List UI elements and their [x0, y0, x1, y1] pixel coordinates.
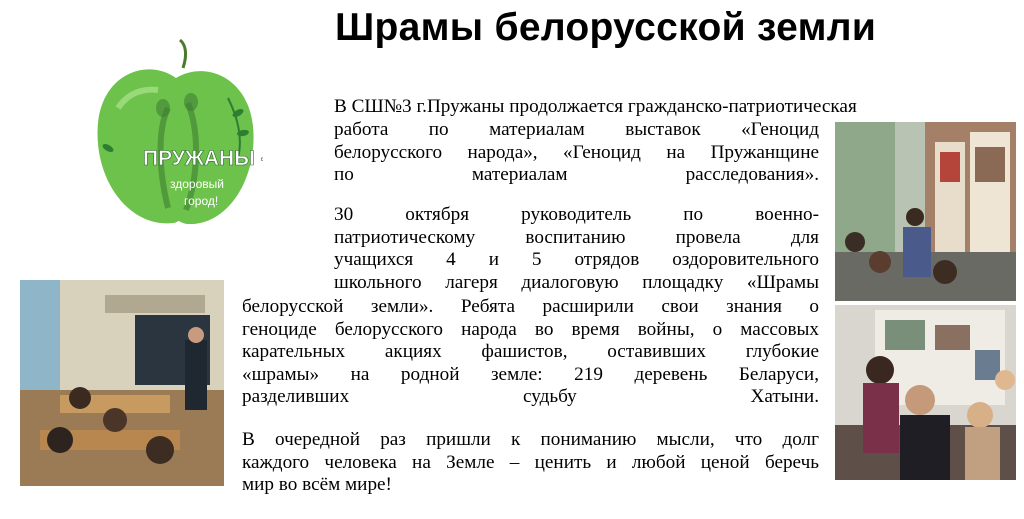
text-line: белорусской земли». Ребята расширили свои знания о: [242, 296, 819, 317]
text-line: патриотическому воспитанию провела для: [334, 226, 819, 248]
text-line: карательных акциях фашистов, оставивших глубокие: [242, 341, 819, 362]
page-title: Шрамы белорусской земли: [335, 6, 877, 49]
logo-text-city: ПРУЖАНЫ -: [143, 147, 263, 170]
text-line: геноциде белорусского народа во время войны, о массовых: [242, 318, 819, 340]
paragraph-1: [334, 119, 819, 187]
text-line: каждого человека на Земле – ценить и любой ценой беречь: [242, 451, 819, 473]
text-line: 30 октября руководитель по военно-: [334, 204, 819, 225]
text-line: учащихся 4 и 5 отрядов оздоровительного: [334, 249, 819, 270]
text-line: В очередной раз пришли к пониманию мысли, что долг: [242, 429, 819, 450]
corridor-exhibition-photo: [835, 122, 1016, 301]
text-line: белорусского народа», «Геноцид на Пружанщине: [334, 141, 819, 163]
text-line: работа по материалам выставок «Геноцид: [334, 119, 819, 140]
paragraph-2-continued: [242, 296, 819, 409]
text-line: школьного лагеря диалоговую площадку «Шрамы: [334, 271, 819, 293]
paragraph-2: [334, 204, 819, 294]
exhibit-viewing-photo: [835, 305, 1016, 480]
text-line: «шрамы» на родной земле: 219 деревень Беларуси,: [242, 363, 819, 385]
text-line: по материалам расследования».: [334, 164, 819, 185]
classroom-photo: [20, 280, 224, 486]
paragraph-3-last-line: мир во всём мире!: [242, 474, 392, 495]
text-line: разделивших судьбу Хатыни.: [242, 386, 819, 407]
paragraph-3: [242, 429, 819, 474]
logo-text-city-word: город!: [184, 194, 219, 208]
logo-text-healthy: здоровый: [170, 177, 224, 191]
pruzhany-logo: [88, 38, 263, 233]
paragraph-1-first-line: В СШ№3 г.Пружаны продолжается гражданско-патриотическая: [334, 96, 857, 117]
